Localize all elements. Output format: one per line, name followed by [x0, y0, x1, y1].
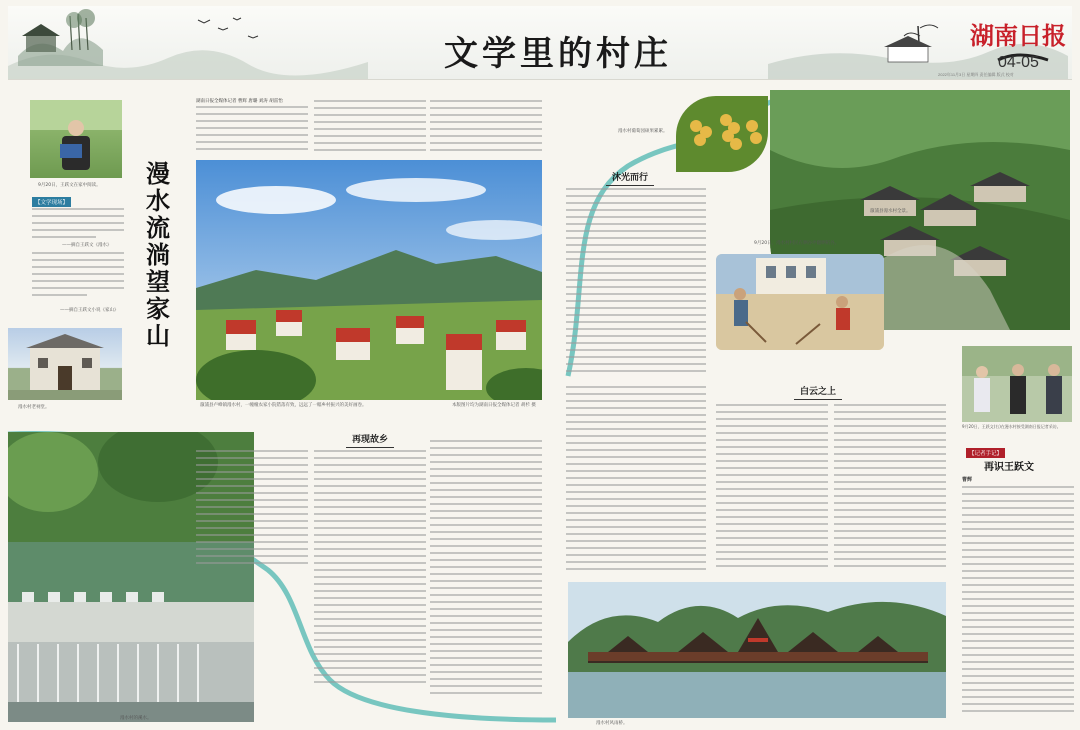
old-house-photo — [8, 328, 122, 400]
main-photo-credit: 本版图片均为湖南日报全媒体记者 胡杉 摄 — [452, 403, 536, 408]
grapes-illustration — [676, 96, 768, 172]
ink-landscape-left-illustration — [8, 6, 368, 80]
author-figure-illustration — [30, 100, 122, 178]
interview-illustration — [962, 346, 1072, 422]
rice-drying-photo — [716, 254, 884, 350]
body-col-1 — [196, 106, 308, 156]
newspaper-logo: 湖南日报 — [970, 21, 1066, 50]
page-title: 文学里的村庄 — [444, 34, 672, 74]
quote-2-text — [32, 252, 124, 306]
body-col-6 — [430, 440, 542, 700]
rice-drying-caption: 9月20日，漫水村村民在晒谷坪翻晒稻谷。 — [754, 241, 840, 246]
body-col-2 — [314, 100, 426, 156]
section-heading-mufeng: 沐光而行 — [612, 170, 648, 183]
section-heading-baiyun: 白云之上 — [800, 384, 836, 397]
old-house-illustration — [8, 328, 122, 400]
page-header — [8, 6, 1072, 80]
rice-drying-illustration — [716, 254, 884, 350]
body-col-5 — [314, 450, 426, 690]
author-reading-photo — [30, 100, 122, 178]
commentary-body — [962, 486, 1074, 722]
body-col-3 — [430, 100, 542, 156]
interview-caption: 9月20日，王跃文(右)在漫水村接受湖南日报记者采访。 — [962, 424, 1061, 429]
main-village-photo — [196, 160, 542, 400]
interview-photo — [962, 346, 1072, 422]
waterfall-caption: 漫水村的溪水。 — [120, 716, 152, 721]
commentary-title: 再识王跃文 — [984, 462, 1034, 473]
village-aerial-caption: 溆浦县漫水村全景。 — [870, 209, 911, 214]
body-col-7 — [566, 188, 706, 378]
page-number: 04-05 — [998, 54, 1039, 71]
bridge-illustration — [568, 582, 946, 718]
author-photo-caption: 9月20日，王跃文在家中阅读。 — [38, 183, 101, 188]
literature-scene-tag: 【文学现场】 — [32, 197, 71, 207]
wind-rain-bridge-photo — [568, 582, 946, 718]
reporters-byline: 湖南日报全媒体记者 曹辉 唐璐 刘涛 胡雷怡 — [196, 99, 283, 104]
bridge-caption: 漫水村风雨桥。 — [596, 721, 628, 726]
body-col-10 — [566, 386, 706, 576]
body-col-8 — [716, 404, 828, 574]
village-panorama-illustration — [196, 160, 542, 400]
grapes-photo — [676, 96, 768, 172]
grapes-caption: 漫水村葡萄园硕果累累。 — [618, 129, 668, 134]
quote-1-source: ——摘自王跃文《漫水》 — [62, 243, 112, 248]
vertical-headline: 漫水流淌望家山 — [146, 159, 170, 350]
main-photo-caption: 溆浦县卢峰镇漫水村，一幢幢农家小院错落有致，远远了一幅乡村振兴的美好画卷。 — [200, 403, 367, 408]
body-col-4 — [196, 450, 308, 570]
quote-2-source: ——摘自王跃文小说《家山》 — [60, 308, 119, 313]
quote-1-text — [32, 208, 124, 242]
body-col-9 — [834, 404, 946, 574]
commentary-byline: 曹辉 — [962, 477, 973, 483]
old-house-caption: 漫水村老祠堂。 — [18, 405, 50, 410]
commentary-tag: 【记者手记】 — [966, 448, 1005, 458]
section-heading-homecoming: 再现故乡 — [352, 432, 388, 445]
date-line: 2022年11月3日 星期四 责任编辑 版式 校对 — [938, 72, 1014, 77]
